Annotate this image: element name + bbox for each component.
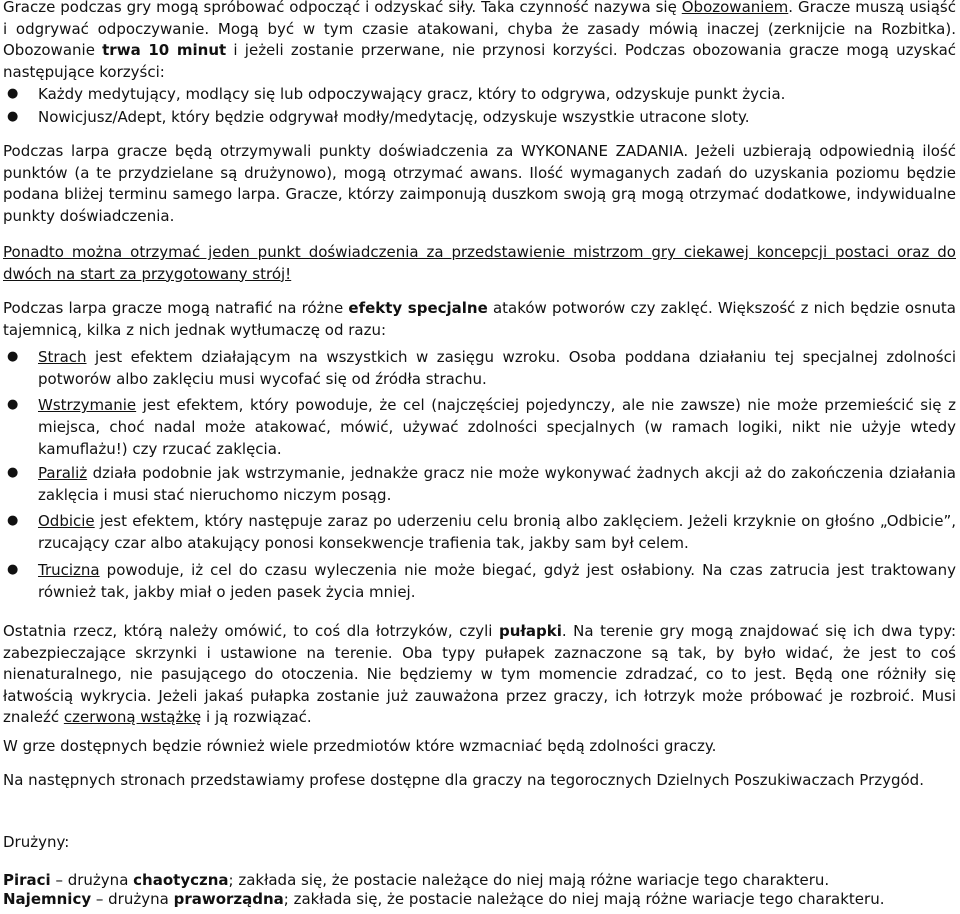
experience-paragraph: Podczas larpa gracze będą otrzymywali punkty doświadczenia za WYKONANE ZADANIA. Jeżeli uzbierają odpowiednią ilość punktów (a te przydzielane są drużynowo), mogą otrzymać awans. Ilość wymaganych zadań do uzyskania poziomu będzie podana bliżej terminu samego larpa. Gracze, którzy zaimponują duszkom swoją grą mogą otrzymać dodatkowe, indywidualne punkty doświadczenia. <box>3 142 956 225</box>
team-text: – drużyna <box>91 890 174 908</box>
bullet-icon: ● <box>7 397 19 412</box>
teams-heading: Drużyny: <box>3 833 70 851</box>
camp-benefit-text: Nowicjusz/Adept, który będzie odgrywał modły/medytację, odzyskuje wszystkie utracone sloty. <box>38 108 750 126</box>
effect-description: działa podobnie jak wstrzymanie, jednakże gracz nie może wykonywać żadnych akcji aż do zakończenia działania zaklęcia i musi stać nieruchomo niczym posąg. <box>38 464 956 504</box>
effect-name: Trucizna <box>38 561 100 579</box>
items-paragraph: W grze dostępnych będzie również wiele przedmiotów które wzmacniać będą zdolności graczy. <box>3 737 717 755</box>
special-effects-intro <box>3 298 956 341</box>
team-alignment: praworządna <box>173 890 284 908</box>
effect-item-strach <box>3 346 956 390</box>
next-pages-paragraph: Na następnych stronach przedstawiamy profese dostępne dla graczy na tegorocznych Dzielnych Poszukiwaczach Przygód. <box>3 771 924 789</box>
bullet-icon: ● <box>7 513 19 528</box>
intro-text: . Gracze muszą usiąść i odgrywać odpoczywanie. Mogą być w tym czasie atakowani, chyba że zasady mówią inaczej (zerknijcie na Rozbitka). Obozowanie <box>3 0 956 60</box>
team-najemnicy <box>3 889 956 911</box>
team-name: Najemnicy <box>3 890 92 908</box>
effect-item-trucizna <box>3 559 956 603</box>
camp-benefit-item <box>3 83 956 105</box>
effects-intro-text: ataków potworów czy zaklęć. Większość z nich będzie osnuta tajemnicą, kilka z nich jednak wytłumaczę od razu: <box>3 299 956 339</box>
traps-paragraph <box>3 621 956 729</box>
camping-duration: trwa 10 minut <box>102 41 227 60</box>
effect-name: Paraliż <box>38 464 88 482</box>
bonus-experience-paragraph: Ponadto można otrzymać jeden punkt doświadczenia za przedstawienie mistrzom gry ciekawej koncepcji postaci oraz do dwóch na start za przygotowany strój! <box>3 243 956 283</box>
traps-term: pułapki <box>498 622 562 640</box>
effect-item-wstrzymanie <box>3 394 956 460</box>
traps-text: . Na terenie gry mogą znajdować się ich dwa typy: zabezpieczające skrzynki i ustawione na terenie. Oba typy pułapek zaznaczone są tak, by było widać, że jest to coś nienaturalnego, nie pasującego do otoczenia. Nie będziemy w tym momencie zdradzać, co to jest. Będą one różniły się łatwością wykrycia. Jeżeli jakaś pułapka zostanie już zauważona przez graczy, ich łotrzyk może próbować je rozbroić. Musi znaleźć <box>3 622 957 727</box>
traps-text: Ostatnia rzecz, którą należy omówić, to coś dla łotrzyków, czyli <box>3 622 499 640</box>
bullet-icon: ● <box>7 562 19 577</box>
effect-name: Wstrzymanie <box>38 396 137 414</box>
effect-description: powoduje, iż cel do czasu wyleczenia nie może biegać, gdyż jest osłabiony. Na czas zatrucia jest traktowany również tak, jakby miał o jeden pasek życia mniej. <box>38 561 956 601</box>
bullet-icon: ● <box>7 86 19 101</box>
effect-item-odbicie <box>3 510 956 554</box>
team-alignment: chaotyczna <box>133 871 229 889</box>
effect-description: jest efektem działającym na wszystkich w zasięgu wzroku. Osoba poddana działaniu tej specjalnej zdolności potworów albo zaklęciu musi wycofać się od źródła strachu. <box>38 348 956 388</box>
effects-intro-text: Podczas larpa gracze mogą natrafić na różne <box>3 299 349 317</box>
team-name: Piraci <box>3 871 51 889</box>
team-text: ; zakłada się, że postacie należące do niej mają różne wariacje tego charakteru. <box>228 871 830 889</box>
obozowanie-term: Obozowaniem <box>681 0 789 16</box>
camping-intro-paragraph <box>3 0 956 83</box>
bullet-icon: ● <box>7 349 19 364</box>
bullet-icon: ● <box>7 109 19 124</box>
red-ribbon-term: czerwoną wstążkę <box>63 708 202 727</box>
team-text: – drużyna <box>50 871 134 889</box>
intro-text: i jeżeli zostanie przerwane, nie przynosi korzyści. Podczas obozowania gracze mogą uzyskać następujące korzyści: <box>3 41 957 81</box>
intro-text: Gracze podczas gry mogą spróbować odpocząć i odzyskać siły. Taka czynność nazywa się <box>3 0 682 16</box>
effect-description: jest efektem, który powoduje, że cel (najczęściej pojedynczy, ale nie zawsze) nie może przemieścić się z miejsca, choć nadal może atakować, mówić, używać zdolności specjalnych (w ramach logiki, nikt nie użyje wtedy kamuflażu!) czy rzucać zaklęcia. <box>38 396 956 458</box>
special-effects-term: efekty specjalne <box>348 299 488 317</box>
camp-benefit-text: Każdy medytujący, modlący się lub odpoczywający gracz, który to odgrywa, odzyskuje punkt życia. <box>38 85 786 103</box>
effect-name: Strach <box>38 348 87 366</box>
traps-text: i ją rozwiązać. <box>201 708 312 727</box>
team-text: ; zakłada się, że postacie należące do niej mają różne wariacje tego charakteru. <box>283 890 885 908</box>
bullet-icon: ● <box>7 465 19 480</box>
camp-benefit-item <box>3 106 956 128</box>
effect-name: Odbicie <box>38 512 95 530</box>
effect-item-paraliz <box>3 462 956 506</box>
effect-description: jest efektem, który następuje zaraz po uderzeniu celu bronią albo zaklęciem. Jeżeli krzyknie on głośno „Odbicie”, rzucający czar albo atakujący ponosi konsekwencje trafienia tak, jakby sam był celem. <box>38 512 956 552</box>
